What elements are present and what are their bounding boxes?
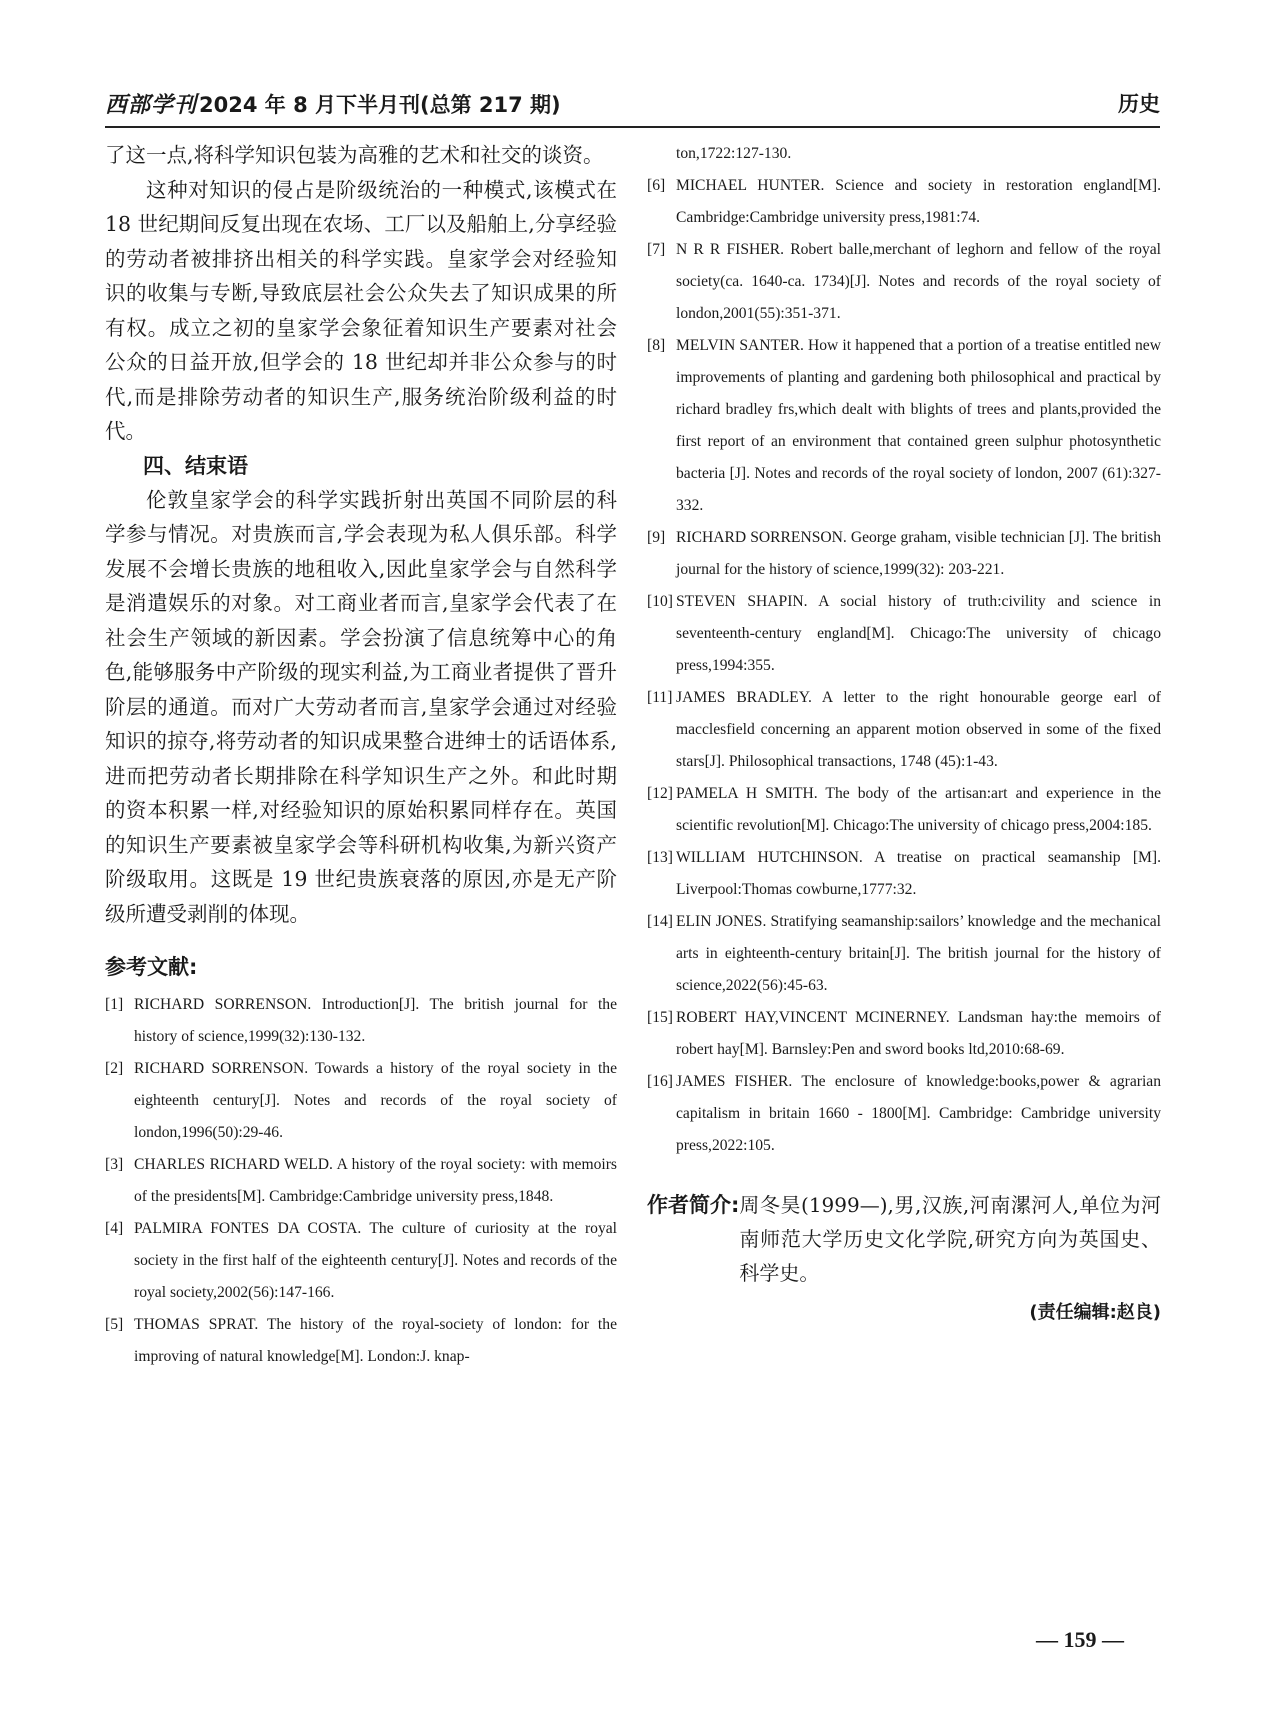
reference-number: [3] bbox=[105, 1156, 124, 1173]
header-divider bbox=[105, 126, 1160, 128]
right-column bbox=[647, 138, 1161, 1324]
reference-text: THOMAS SPRAT. The history of the royal-society of london: for the improving of natural knowledge[M]. London:J. knap- bbox=[134, 1316, 617, 1365]
reference-item bbox=[647, 1002, 1161, 1066]
page-number: — 159 — bbox=[1036, 1627, 1124, 1652]
reference-number: [7] bbox=[647, 241, 666, 258]
reference-item bbox=[105, 1149, 617, 1213]
reference-number: [15] bbox=[647, 1009, 673, 1026]
reference-number: [14] bbox=[647, 913, 673, 930]
running-header bbox=[105, 88, 1160, 124]
reference-number: [4] bbox=[105, 1220, 124, 1237]
reference-item bbox=[647, 1066, 1161, 1162]
reference-number: [16] bbox=[647, 1073, 673, 1090]
reference-number: [1] bbox=[105, 996, 124, 1013]
reference-text: N R R FISHER. Robert balle,merchant of leghorn and fellow of the royal society(ca. 1640-ca. 1734)[J]. Notes and records of the royal society of london,2001(55):351-371. bbox=[676, 241, 1161, 322]
section-tag: 历史 bbox=[1118, 92, 1160, 116]
reference-text: PAMELA H SMITH. The body of the artisan:art and experience in the scientific revolution[M]. Chicago:The university of chicago press,2004:185. bbox=[676, 785, 1161, 834]
reference-list bbox=[647, 170, 1161, 1162]
reference-text: ROBERT HAY,VINCENT MCINERNEY. Landsman hay:the memoirs of robert hay[M]. Barnsley:Pen and sword books ltd,2010:68-69. bbox=[676, 1009, 1161, 1058]
reference-number: [8] bbox=[647, 337, 666, 354]
header-left bbox=[105, 88, 561, 119]
reference-text: RICHARD SORRENSON. Introduction[J]. The british journal for the history of science,1999(32):130-132. bbox=[134, 996, 617, 1045]
reference-item bbox=[647, 682, 1161, 778]
reference-number: [5] bbox=[105, 1316, 124, 1333]
reference-text: CHARLES RICHARD WELD. A history of the royal society: with memoirs of the presidents[M]. Cambridge:Cambridge university press,1848. bbox=[134, 1156, 617, 1205]
reference-list bbox=[105, 989, 617, 1373]
reference-number: [11] bbox=[647, 689, 673, 706]
author-bio bbox=[647, 1188, 1161, 1290]
reference-text: JAMES FISHER. The enclosure of knowledge:books,power & agrarian capitalism in britain 1660 - 1800[M]. Cambridge: Cambridge university press,2022:105. bbox=[676, 1073, 1161, 1154]
reference-item bbox=[647, 330, 1161, 522]
paragraph: 了这一点,将科学知识包装为高雅的艺术和社交的谈资。 bbox=[105, 143, 604, 167]
reference-item bbox=[647, 234, 1161, 330]
paragraph: 这种对知识的侵占是阶级统治的一种模式,该模式在 18 世纪期间反复出现在农场、工厂以及船舶上,分享经验的劳动者被排挤出相关的科学实践。皇家学会对经验知识的收集与专断,导致底层社会公众失去了知识成果的所有权。成立之初的皇家学会象征着知识生产要素对社会公众的日益开放,但学会的 18 世纪却并非公众参与的时代,而是排除劳动者的知识生产,服务统治阶级利益的时代。 bbox=[105, 177, 617, 443]
reference-number: [2] bbox=[105, 1060, 124, 1077]
reference-text: MICHAEL HUNTER. Science and society in restoration england[M]. Cambridge:Cambridge university press,1981:74. bbox=[676, 177, 1161, 226]
references-heading: 参考文献: bbox=[105, 955, 198, 979]
reference-item bbox=[647, 778, 1161, 842]
reference-continuation: ton,1722:127-130. bbox=[676, 145, 792, 162]
reference-item bbox=[647, 906, 1161, 1002]
reference-item bbox=[647, 170, 1161, 234]
issue-info: 2024 年 8 月下半月刊(总第 217 期) bbox=[199, 93, 561, 117]
reference-text: RICHARD SORRENSON. Towards a history of the royal society in the eighteenth century[J]. Notes and records of the royal society of london,1996(50):29-46. bbox=[134, 1060, 617, 1141]
author-bio-text: 周冬昊(1999—),男,汉族,河南漯河人,单位为河南师范大学历史文化学院,研究方向为英国史、科学史。 bbox=[739, 1193, 1161, 1285]
reference-number: [6] bbox=[647, 177, 666, 194]
reference-number: [13] bbox=[647, 849, 673, 866]
reference-text: WILLIAM HUTCHINSON. A treatise on practical seamanship [M]. Liverpool:Thomas cowburne,1777:32. bbox=[676, 849, 1161, 898]
reference-text: JAMES BRADLEY. A letter to the right honourable george earl of macclesfield concerning an apparent motion observed in some of the fixed stars[J]. Philosophical transactions, 1748 (45):1-43. bbox=[676, 689, 1161, 770]
section-heading: 四、结束语 bbox=[143, 453, 248, 478]
reference-number: [12] bbox=[647, 785, 673, 802]
reference-text: STEVEN SHAPIN. A social history of truth:civility and science in seventeenth-century england[M]. Chicago:The university of chicago press,1994:355. bbox=[676, 593, 1161, 674]
reference-item bbox=[105, 1053, 617, 1149]
reference-item bbox=[647, 586, 1161, 682]
left-column bbox=[105, 138, 617, 1373]
reference-item bbox=[105, 1213, 617, 1309]
journal-logo: 西部学刊 bbox=[105, 92, 198, 118]
reference-text: PALMIRA FONTES DA COSTA. The culture of curiosity at the royal society in the first half of the eighteenth century[J]. Notes and records of the royal society,2002(56):147-166. bbox=[134, 1220, 617, 1301]
reference-text: RICHARD SORRENSON. George graham, visible technician [J]. The british journal for the history of science,1999(32): 203-221. bbox=[676, 529, 1161, 578]
reference-number: [9] bbox=[647, 529, 666, 546]
reference-item bbox=[647, 522, 1161, 586]
responsible-editor: (责任编辑:赵良) bbox=[1029, 1302, 1161, 1323]
reference-text: MELVIN SANTER. How it happened that a portion of a treatise entitled new improvements of planting and gardening both philosophical and practical by richard bradley frs,which dealt with blights of trees and plants,provided the first report of an environment that contained green sulphur photosynthetic bacteria [J]. Notes and records of the royal society of london, 2007 (61):327-332. bbox=[676, 337, 1161, 514]
reference-item bbox=[647, 842, 1161, 906]
author-bio-label: 作者简介: bbox=[647, 1193, 740, 1217]
reference-item bbox=[105, 1309, 617, 1373]
reference-item bbox=[105, 989, 617, 1053]
reference-number: [10] bbox=[647, 593, 673, 610]
reference-text: ELIN JONES. Stratifying seamanship:sailors’ knowledge and the mechanical arts in eighteenth-century britain[J]. The british journal for the history of science,2022(56):45-63. bbox=[676, 913, 1161, 994]
paragraph: 伦敦皇家学会的科学实践折射出英国不同阶层的科学参与情况。对贵族而言,学会表现为私人俱乐部。科学发展不会增长贵族的地租收入,因此皇家学会与自然科学是消遣娱乐的对象。对工商业者而言,皇家学会代表了在社会生产领域的新因素。学会扮演了信息统筹中心的角色,能够服务中产阶级的现实利益,为工商业者提供了晋升阶层的通道。而对广大劳动者而言,皇家学会通过对经验知识的掠夺,将劳动者的知识成果整合进绅士的话语体系,进而把劳动者长期排除在科学知识生产之外。和此时期的资本积累一样,对经验知识的原始积累同样存在。英国的知识生产要素被皇家学会等科研机构收集,为新兴资产阶级取用。这既是 19 世纪贵族衰落的原因,亦是无产阶级所遭受剥削的体现。 bbox=[105, 487, 617, 926]
